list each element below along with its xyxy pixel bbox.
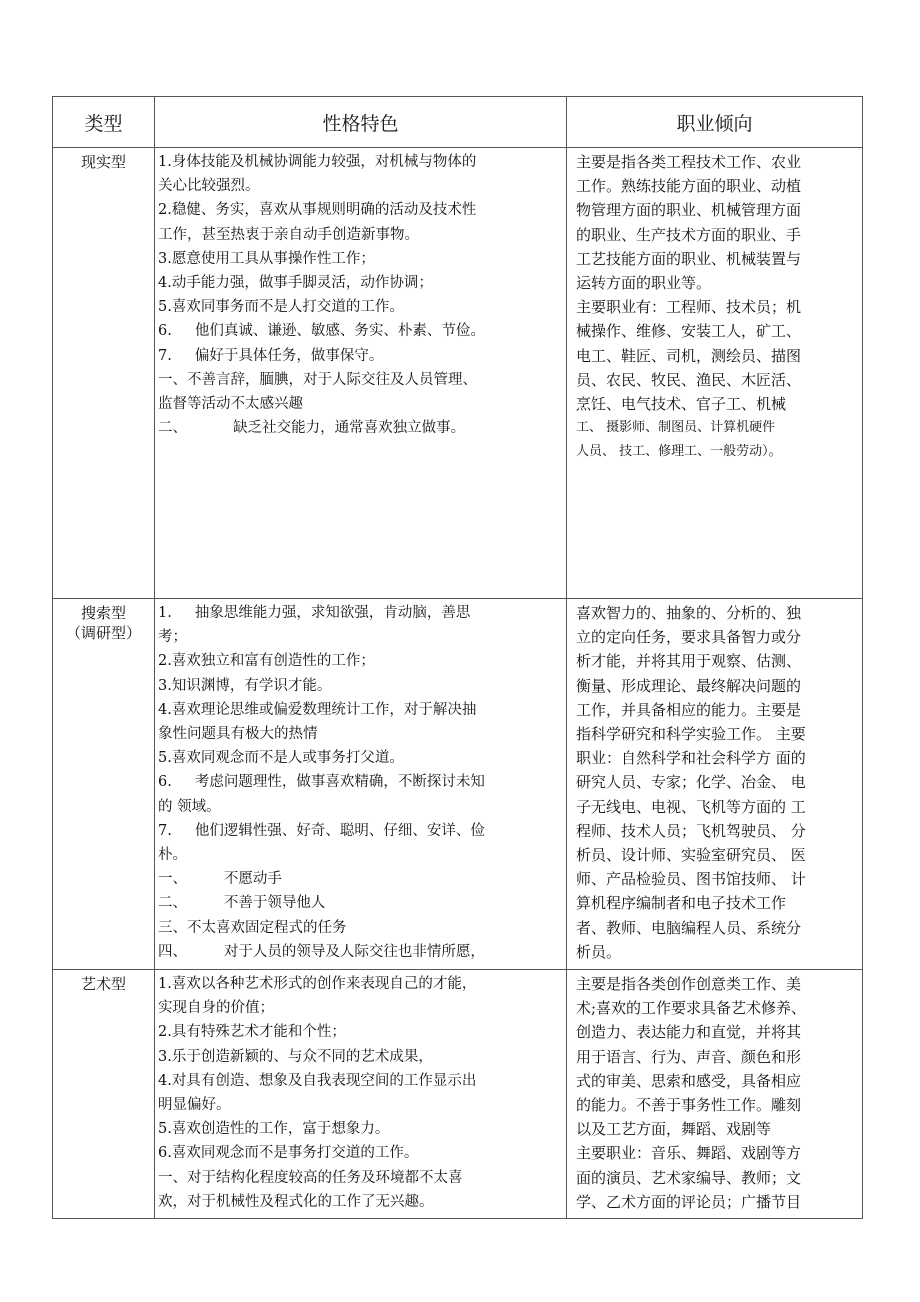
type-line: （调研型） xyxy=(65,624,141,642)
careers-line: 用于语言、行为、声音、颜色和形 xyxy=(576,1047,802,1066)
traits-line: 6. 他们真诚、谦逊、敏感、务实、朴素、节俭。 xyxy=(158,323,485,340)
traits-line: 4.对具有创造、想象及自我表现空间的工作显示出 xyxy=(158,1072,477,1089)
traits-line: 关心比较强烈。 xyxy=(158,178,260,195)
traits-line: 监督等活动不太感兴趣 xyxy=(158,396,303,413)
careers-cell xyxy=(567,599,863,970)
type-cell xyxy=(53,970,155,1219)
traits-line: 三、不太喜欢固定程式的任务 xyxy=(158,919,347,936)
type-line: 现实型 xyxy=(80,153,126,171)
careers-line: 烹饪、电气技术、官子工、机械 xyxy=(576,395,787,414)
careers-line: 立的定向任务，要求具备智力或分 xyxy=(576,628,802,647)
type-cell xyxy=(53,148,155,599)
traits-line: 四、 对于人员的领导及人际交往也非情所愿， xyxy=(158,943,485,960)
careers-line: 电工、鞋匠、司机，测绘员、描图 xyxy=(576,346,802,365)
careers-line: 职业：自然科学和社会科学方 面的 xyxy=(576,749,806,768)
header-traits: 性格特色 xyxy=(155,97,567,148)
careers-line: 员、农民、牧民、渔民、木匠活、 xyxy=(576,370,802,389)
careers-line: 面的演员、艺术家编导、教师；文 xyxy=(576,1168,802,1187)
careers-line: 运转方面的职业等。 xyxy=(576,274,712,293)
traits-line: 1.喜欢以各种艺术形式的创作来表现自己的才能， xyxy=(158,976,477,992)
careers-line: 学、乙术方面的评论员；广播节目 xyxy=(576,1192,802,1210)
careers-line: 主要职业：音乐、舞蹈、戏剧等方 xyxy=(576,1144,802,1163)
careers-line: 工作。熟练技能方面的职业、动植 xyxy=(576,177,802,196)
traits-line: 1. 抽象思维能力强，求知欲强，肯动脑，善思 xyxy=(158,605,471,621)
traits-line: 3.乐于创造新颖的、与众不同的艺术成果， xyxy=(158,1048,433,1065)
traits-line: 1.身体技能及机械协调能力较强，对机械与物体的 xyxy=(158,154,477,170)
traits-line: 实现自身的价值； xyxy=(158,1000,274,1017)
type-line: 搜索型 xyxy=(80,604,126,622)
type-cell xyxy=(53,599,155,970)
careers-line: 算机程序编制者和电子技术工作 xyxy=(576,894,787,913)
traits-line: 5.喜欢同事务而不是人打交道的工作。 xyxy=(158,299,404,316)
traits-cell xyxy=(155,599,567,970)
traits-line: 5.喜欢同观念而不是人或事务打父道。 xyxy=(158,750,404,767)
traits-line: 6.喜欢同观念而不是事务打交道的工作。 xyxy=(158,1145,419,1162)
careers-line: 式的审美、思索和感受，具备相应 xyxy=(576,1071,802,1090)
header-type: 类型 xyxy=(53,97,155,148)
traits-line: 明显偏好。 xyxy=(158,1097,231,1114)
personality-career-table xyxy=(52,96,863,1219)
table-row xyxy=(53,970,863,1219)
table-header-row xyxy=(53,97,863,148)
careers-line: 主要职业有：工程师、技术员；机 xyxy=(576,298,802,317)
careers-line: 的职业、生产技术方面的职业、手 xyxy=(576,225,802,244)
traits-line: 一、对于结构化程度较高的任务及环境都不太喜 xyxy=(158,1169,463,1186)
traits-line: 二、 不善于领导他人 xyxy=(158,895,326,912)
careers-line: 析才能，并将其用于观察、估测、 xyxy=(576,652,802,671)
traits-line: 一、 不愿动手 xyxy=(158,871,282,888)
traits-line: 欢，对于机械性及程式化的工作了无兴趣。 xyxy=(158,1193,434,1210)
table-row xyxy=(53,599,863,970)
traits-line: 二、 缺乏社交能力，通常喜欢独立做事。 xyxy=(158,420,466,437)
careers-line: 研究人员、专家；化学、冶金、 电 xyxy=(576,773,806,792)
careers-line: 物管理方面的职业、机械管理方面 xyxy=(576,201,802,220)
careers-line: 主要是指各类工程技术工作、农业 xyxy=(576,153,802,171)
careers-cell xyxy=(567,970,863,1219)
traits-line: 考； xyxy=(158,629,187,646)
careers-line: 喜欢智力的、抽象的、分析的、独 xyxy=(576,604,802,622)
traits-line: 象性问题具有极大的热情 xyxy=(158,726,318,743)
type-line: 艺术型 xyxy=(80,975,126,993)
traits-line: 6. 考虑问题理性，做事喜欢精确，不断探讨未知 xyxy=(158,774,485,791)
careers-cell xyxy=(567,148,863,599)
traits-line: 朴。 xyxy=(158,847,187,864)
careers-line: 主要是指各类创作创意类工作、美 xyxy=(576,975,802,993)
traits-cell xyxy=(155,148,567,599)
careers-line: 以及工艺方面，舞蹈、戏剧等 xyxy=(576,1120,772,1139)
careers-line: 的能力。不善于事务性工作。雕刻 xyxy=(576,1096,802,1115)
careers-line: 人员、 技工、修理工、一般劳动）。 xyxy=(576,444,782,460)
traits-line: 的 领域。 xyxy=(158,798,221,815)
traits-line: 7. 他们逻辑性强、好奇、聪明、仔细、安详、俭 xyxy=(158,822,485,839)
careers-line: 衡量、形成理论、最终解决问题的 xyxy=(576,676,802,695)
careers-line: 械操作、维修、安装工人，矿工、 xyxy=(576,322,802,341)
traits-line: 2.具有特殊艺术才能和个性； xyxy=(158,1024,346,1041)
traits-line: 7. 偏好于具体任务，做事保守。 xyxy=(158,347,384,364)
careers-line: 师、产品检验员、图书馆技师、 计 xyxy=(576,870,806,889)
header-careers: 职业倾向 xyxy=(567,97,863,148)
traits-line: 3.知识渊博，有学识才能。 xyxy=(158,677,332,694)
careers-line: 创造力、表达能力和直觉，并将其 xyxy=(576,1023,802,1042)
traits-line: 工作，甚至热衷于亲自动手创造新事物。 xyxy=(158,226,419,243)
traits-line: 3.愿意使用工具从事操作性工作； xyxy=(158,250,375,267)
traits-line: 2.喜欢独立和富有创造性的工作； xyxy=(158,653,375,670)
traits-line: 4.喜欢理论思维或偏爱数理统计工作，对于解决抽 xyxy=(158,701,477,718)
traits-line: 2.稳健、务实，喜欢从事规则明确的活动及技术性 xyxy=(158,202,477,219)
careers-line: 析员。 xyxy=(576,942,622,961)
careers-line: 子无线电、电视、飞机等方面的 工 xyxy=(576,797,806,816)
careers-line: 指科学研究和科学实验工作。 主要 xyxy=(576,725,806,744)
table-row xyxy=(53,148,863,599)
careers-line: 工、 摄影师、制图员、计算机硬件 xyxy=(576,420,776,436)
careers-line: 析员、设计师、实验室研究员、 医 xyxy=(576,846,806,865)
careers-line: 者、教师、电脑编程人员、系统分 xyxy=(576,918,802,937)
careers-line: 程师、技术人员；飞机驾驶员、 分 xyxy=(576,821,806,840)
traits-line: 4.动手能力强，做事手脚灵活，动作协调； xyxy=(158,275,433,292)
careers-line: 术;喜欢的工作要求具备艺术修养、 xyxy=(576,999,807,1018)
traits-line: 一、不善言辞，腼腆，对于人际交往及人员管理、 xyxy=(158,371,477,388)
traits-line: 5.喜欢创造性的工作，富于想象力。 xyxy=(158,1121,390,1138)
traits-cell xyxy=(155,970,567,1219)
careers-line: 工艺技能方面的职业、机械装置与 xyxy=(576,249,802,268)
careers-line: 工作，并具备相应的能力。主要是 xyxy=(576,700,802,719)
